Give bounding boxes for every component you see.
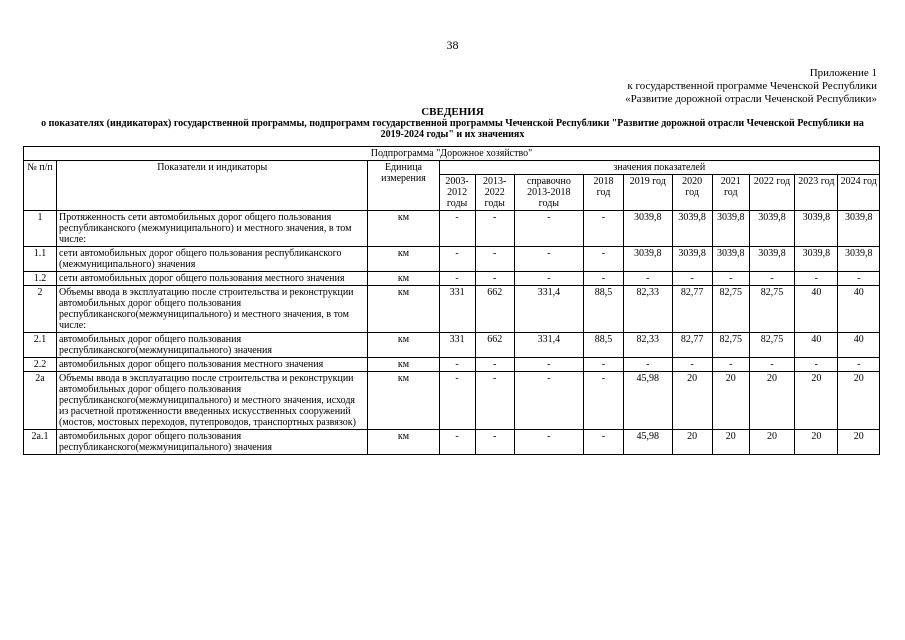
value-cell: - xyxy=(749,272,794,286)
value-cell: 40 xyxy=(838,333,880,358)
value-cell: - xyxy=(795,358,838,372)
value-cell: 82,33 xyxy=(624,286,672,333)
unit-cell: км xyxy=(368,358,439,372)
value-cell: - xyxy=(514,372,583,430)
unit-cell: км xyxy=(368,211,439,247)
value-cell: - xyxy=(439,211,475,247)
value-cell: 662 xyxy=(475,333,514,358)
value-cell: - xyxy=(475,247,514,272)
column-header-unit: Единица измерения xyxy=(368,161,439,211)
value-cell: 331,4 xyxy=(514,333,583,358)
value-cell: 82,75 xyxy=(712,333,749,358)
value-cell: 20 xyxy=(795,430,838,455)
value-cell: 331 xyxy=(439,333,475,358)
column-header-period: 2022 год xyxy=(749,175,794,211)
value-cell: 20 xyxy=(672,372,712,430)
value-cell: 40 xyxy=(838,286,880,333)
value-cell: - xyxy=(475,272,514,286)
unit-cell: км xyxy=(368,272,439,286)
value-cell: 662 xyxy=(475,286,514,333)
value-cell: 20 xyxy=(795,372,838,430)
value-cell: - xyxy=(672,358,712,372)
table-row xyxy=(24,211,880,247)
table-row xyxy=(24,372,880,430)
row-number: 1.2 xyxy=(24,272,57,286)
value-cell: 45,98 xyxy=(624,430,672,455)
value-cell: - xyxy=(439,247,475,272)
column-header-period: 2003-2012 годы xyxy=(439,175,475,211)
document-subtitle: о показателях (индикаторах) государственной программы, подпрограмм государственной программы Чеченской Республики "Развитие дорожной отрасли Чеченской Республики на 2019-2024 годы" и их значениях xyxy=(41,118,864,140)
value-cell: - xyxy=(749,358,794,372)
column-header-number: № п/п xyxy=(24,161,57,211)
unit-cell: км xyxy=(368,286,439,333)
value-cell: 20 xyxy=(749,430,794,455)
value-cell: - xyxy=(838,272,880,286)
table-body xyxy=(24,211,880,455)
value-cell: - xyxy=(583,247,623,272)
value-cell: - xyxy=(795,272,838,286)
column-header-period: 2019 год xyxy=(624,175,672,211)
column-header-period: 2021 год xyxy=(712,175,749,211)
value-cell: 20 xyxy=(672,430,712,455)
row-number: 1.1 xyxy=(24,247,57,272)
table-row xyxy=(24,430,880,455)
value-cell: 45,98 xyxy=(624,372,672,430)
value-cell: 3039,8 xyxy=(672,247,712,272)
table-row xyxy=(24,333,880,358)
value-cell: 331 xyxy=(439,286,475,333)
value-cell: - xyxy=(514,430,583,455)
unit-cell: км xyxy=(368,372,439,430)
value-cell: 3039,8 xyxy=(795,247,838,272)
value-cell: 3039,8 xyxy=(624,211,672,247)
indicator-name: автомобильных дорог общего пользования республиканского(межмуниципального) значения xyxy=(56,333,367,358)
value-cell: 40 xyxy=(795,333,838,358)
table-row xyxy=(24,358,880,372)
document-title: СВЕДЕНИЯ xyxy=(421,106,484,118)
value-cell: 82,75 xyxy=(749,286,794,333)
row-number: 2a xyxy=(24,372,57,430)
column-header-name: Показатели и индикаторы xyxy=(56,161,367,211)
row-number: 2 xyxy=(24,286,57,333)
unit-cell: км xyxy=(368,430,439,455)
row-number: 2a.1 xyxy=(24,430,57,455)
value-cell: - xyxy=(712,272,749,286)
value-cell: 3039,8 xyxy=(749,247,794,272)
indicator-name: Протяженность сети автомобильных дорог общего пользования республиканского (межмуниципального) и местного значения, в том числе: xyxy=(56,211,367,247)
value-cell: - xyxy=(475,358,514,372)
value-cell: - xyxy=(514,358,583,372)
value-cell: 3039,8 xyxy=(672,211,712,247)
table-row xyxy=(24,286,880,333)
unit-cell: км xyxy=(368,247,439,272)
appendix-line-1: Приложение 1 xyxy=(809,67,877,79)
value-cell: 20 xyxy=(749,372,794,430)
value-cell: - xyxy=(583,211,623,247)
value-cell: 82,75 xyxy=(712,286,749,333)
indicator-name: Объемы ввода в эксплуатацию после строительства и реконструкции автомобильных дорог общего пользования республиканского(межмуниципального) и местного значения, исходя из расчетной протяженности введенных искусственных сооружений (мостов, мостовых переходов, путепроводов, транспортных развязок) xyxy=(56,372,367,430)
value-cell: 88,5 xyxy=(583,333,623,358)
indicator-name: сети автомобильных дорог общего пользования местного значения xyxy=(56,272,367,286)
value-cell: 3039,8 xyxy=(795,211,838,247)
appendix-line-2: к государственной программе Чеченской Республики xyxy=(627,80,877,92)
value-cell: - xyxy=(838,358,880,372)
column-header-period: 2013-2022 годы xyxy=(475,175,514,211)
indicator-name: Объемы ввода в эксплуатацию после строительства и реконструкции автомобильных дорог общего пользования республиканского(межмуниципального) и местного значения, в том числе: xyxy=(56,286,367,333)
column-header-values-group: значения показателей xyxy=(439,161,879,175)
value-cell: 88,5 xyxy=(583,286,623,333)
row-number: 2.1 xyxy=(24,333,57,358)
value-cell: - xyxy=(712,358,749,372)
value-cell: 20 xyxy=(838,430,880,455)
value-cell: 3039,8 xyxy=(712,211,749,247)
column-header-period: 2020 год xyxy=(672,175,712,211)
value-cell: - xyxy=(583,372,623,430)
value-cell: - xyxy=(475,372,514,430)
value-cell: - xyxy=(583,430,623,455)
value-cell: 331,4 xyxy=(514,286,583,333)
value-cell: 3039,8 xyxy=(838,211,880,247)
unit-cell: км xyxy=(368,333,439,358)
value-cell: - xyxy=(439,430,475,455)
value-cell: 40 xyxy=(795,286,838,333)
value-cell: 20 xyxy=(712,430,749,455)
value-cell: 82,75 xyxy=(749,333,794,358)
value-cell: 3039,8 xyxy=(712,247,749,272)
row-number: 1 xyxy=(24,211,57,247)
value-cell: - xyxy=(624,272,672,286)
value-cell: - xyxy=(439,272,475,286)
page-number: 38 xyxy=(446,38,459,52)
value-cell: - xyxy=(624,358,672,372)
value-cell: - xyxy=(514,247,583,272)
subprogram-header: Подпрограмма "Дорожное хозяйство" xyxy=(24,147,880,161)
table-row xyxy=(24,272,880,286)
value-cell: 82,77 xyxy=(672,333,712,358)
value-cell: - xyxy=(514,272,583,286)
value-cell: - xyxy=(475,211,514,247)
row-number: 2.2 xyxy=(24,358,57,372)
indicators-table xyxy=(23,146,880,455)
indicator-name: автомобильных дорог общего пользования республиканского(межмуниципального) значения xyxy=(56,430,367,455)
value-cell: 20 xyxy=(712,372,749,430)
column-header-period: справочно 2013-2018 годы xyxy=(514,175,583,211)
value-cell: - xyxy=(672,272,712,286)
value-cell: - xyxy=(475,430,514,455)
column-header-period: 2023 год xyxy=(795,175,838,211)
value-cell: 82,77 xyxy=(672,286,712,333)
value-cell: - xyxy=(439,372,475,430)
table-row xyxy=(24,247,880,272)
value-cell: - xyxy=(514,211,583,247)
column-header-period: 2018 год xyxy=(583,175,623,211)
value-cell: - xyxy=(439,358,475,372)
value-cell: 3039,8 xyxy=(624,247,672,272)
value-cell: 20 xyxy=(838,372,880,430)
appendix-line-3: «Развитие дорожной отрасли Чеченской Республики» xyxy=(625,93,877,105)
column-header-period: 2024 год xyxy=(838,175,880,211)
indicator-name: сети автомобильных дорог общего пользования республиканского (межмуниципального) значения xyxy=(56,247,367,272)
indicator-name: автомобильных дорог общего пользования местного значения xyxy=(56,358,367,372)
value-cell: - xyxy=(583,358,623,372)
value-cell: 82,33 xyxy=(624,333,672,358)
value-cell: 3039,8 xyxy=(838,247,880,272)
value-cell: - xyxy=(583,272,623,286)
value-cell: 3039,8 xyxy=(749,211,794,247)
appendix-header xyxy=(625,67,877,106)
